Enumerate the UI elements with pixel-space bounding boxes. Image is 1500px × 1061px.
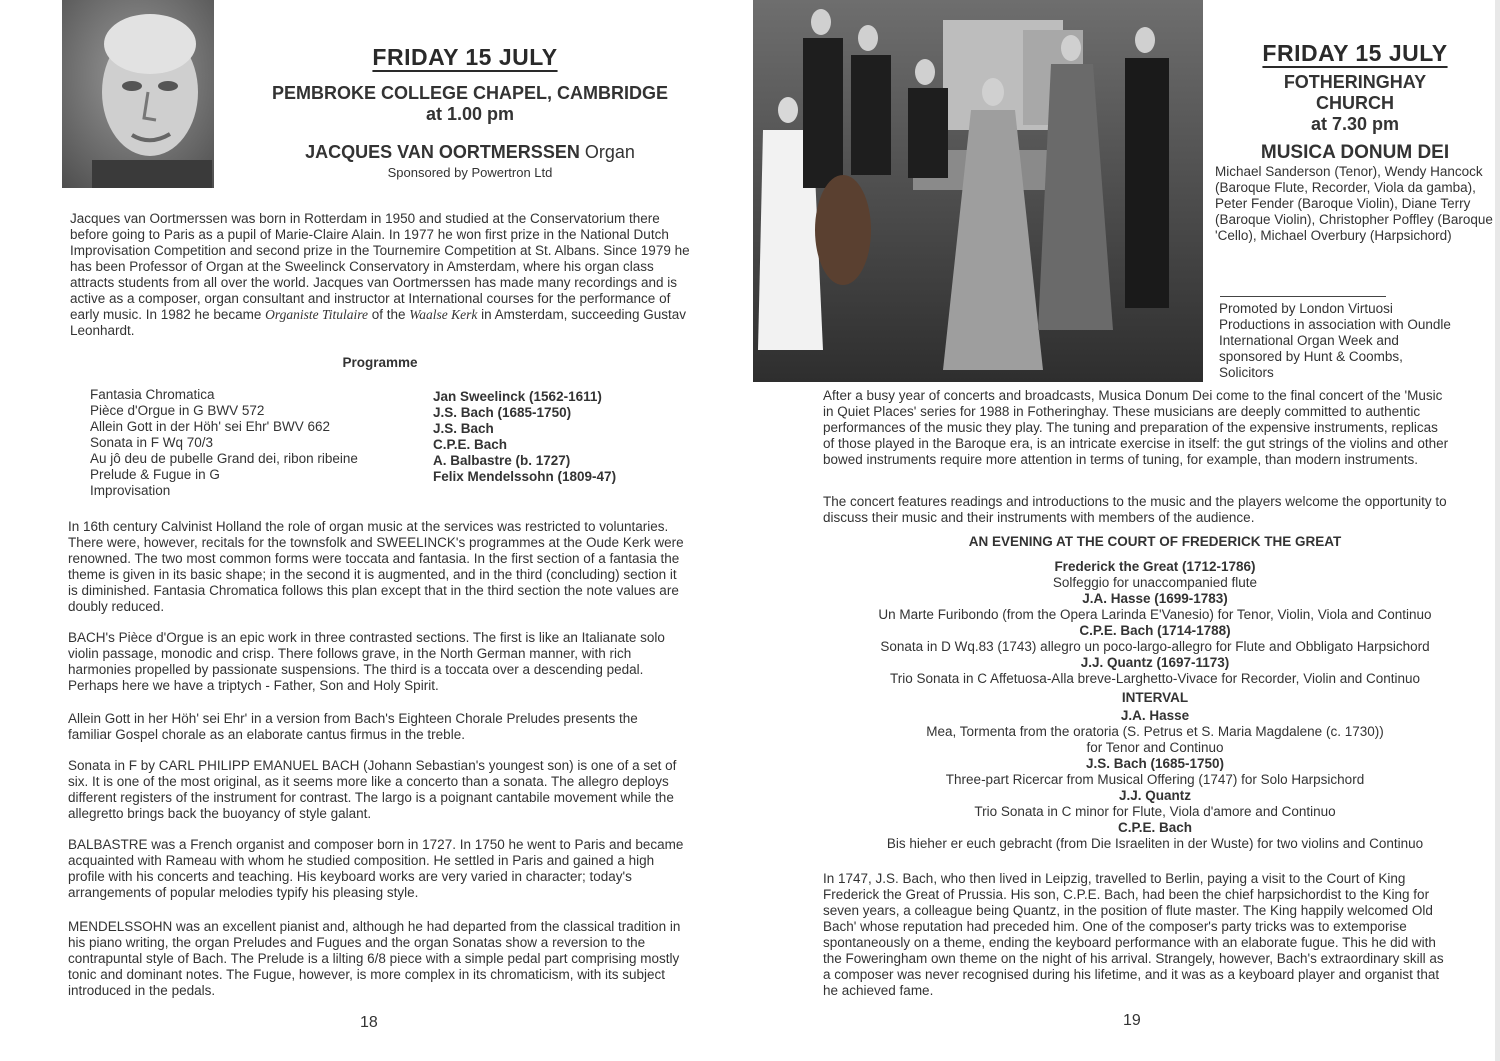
note-paragraph: MENDELSSOHN was an excellent pianist and, although he had departed from the classical tradition in his piano writing, the organ Preludes and Fugues and the organ Sonatas show a reversion to the contrapuntal style of Bach. The Prelude is a lilting 6/8 piece with a simple pedal part comprising mostly tonic and dominant notes. The Fugue, however, is more complex in its chromaticism, with its subject introduced in the pedals.	[68, 919, 681, 998]
page-number-right: 19	[1123, 1012, 1141, 1029]
programme-work: Improvisation	[90, 483, 171, 498]
programme-line: Solfeggio for unaccompanied flute	[1052, 575, 1258, 590]
programme-composer: C.P.E. Bach	[433, 437, 508, 452]
programme-line: Sonata in D Wq.83 (1743) allegro un poco-largo-allegro for Flute and Obbligato Harpsichord	[880, 639, 1430, 654]
interval-heading: INTERVAL	[1121, 690, 1189, 705]
programme-work: Allein Gott in der Höh' sei Ehr' BWV 662	[90, 419, 331, 434]
programme-works	[90, 387, 358, 499]
programme-line: J.J. Quantz (1697-1173)	[1080, 655, 1230, 670]
programme-heading: Programme	[342, 355, 418, 370]
left-title: FRIDAY 15 JULY	[372, 44, 558, 70]
programme-line: Bis hieher er euch gebracht (from Die Israeliten in der Wuste) for two violins and Continuo	[886, 836, 1424, 851]
performer-line: JACQUES VAN OORTMERSSEN Organ	[305, 142, 635, 162]
programme-composer: J.S. Bach (1685-1750)	[433, 405, 572, 420]
programme-line: J.A. Hasse (1699-1783)	[1082, 591, 1228, 606]
evening-heading: AN EVENING AT THE COURT OF FREDERICK THE GREAT	[968, 534, 1342, 549]
programme-line: Trio Sonata in C minor for Flute, Viola d'amore and Continuo	[974, 804, 1336, 819]
programme-line: J.J. Quantz	[1118, 788, 1191, 803]
ensemble-photo	[753, 0, 1203, 382]
note-paragraph: BACH's Pièce d'Orgue is an epic work in three contrasted sections. The first is like an Italianate solo violin passage, monodic and crisp. There follows grave, in the North German manner, with rich harmonies propelled by passionate suspensions. The third is a toccata over a descending pedal. Perhaps here we have a triptych - Father, Son and Holy Spirit.	[68, 630, 665, 693]
promoter-text: Promoted by London Virtuosi Productions in association with Oundle International Organ Week and sponsored by Hunt & Coombs, Solicitors	[1219, 301, 1451, 380]
programme-line: J.S. Bach (1685-1750)	[1085, 756, 1225, 771]
left-sponsor: Sponsored by Powertron Ltd	[387, 165, 553, 180]
programme-work: Fantasia Chromatica	[90, 387, 215, 402]
ensemble-members: Michael Sanderson (Tenor), Wendy Hancock (Baroque Flute, Recorder, Viola da gamba), Peter Fender (Baroque Violin), Diane Terry (Baroque Violin), Christopher Poffley (Baroque 'Cello), Michael Overbury (Harpsichord)	[1215, 164, 1493, 243]
bio-paragraph: Jacques van Oortmerssen was born in Rotterdam in 1950 and studied at the Conservatorium there before going to Paris as a pupil of Marie-Claire Alain. In 1977 he won first prize in the National Dutch Improvisation Competition and second prize in the Tournemire Competition at St. Albans. Since 1979 he has been Professor of Organ at the Sweelinck Conservatory in Amsterdam, where his organ class attracts students from all over the world. Jacques van Oortmerssen has made many recordings and is active as a composer, organ consultant and instructor at International courses for the performance of early music. In 1982 he became Organiste Titulaire of the Waalse Kerk in Amsterdam, succeeding Gustav Leonhardt.	[70, 211, 690, 338]
ensemble-name: MUSICA DONUM DEI	[1260, 142, 1450, 163]
programme-composers	[433, 389, 616, 485]
right-venue: FOTHERINGHAY CHURCH at 7.30 pm	[1283, 72, 1427, 134]
programme-work: Pièce d'Orgue in G BWV 572	[90, 403, 265, 418]
right-page	[750, 0, 1500, 1061]
programme-line: J.A. Hasse	[1120, 708, 1190, 723]
programme-line: Frederick the Great (1712-1786)	[1054, 559, 1256, 574]
note-paragraph: Allein Gott in her Höh' sei Ehr' in a version from Bach's Eighteen Chorale Preludes presents the familiar Gospel chorale as an elaborate cantus firmus in the treble.	[68, 711, 638, 742]
programme-composer: Jan Sweelinck (1562-1611)	[433, 389, 602, 404]
programme-composer: Felix Mendelssohn (1809-47)	[433, 469, 617, 484]
page-edge	[1495, 0, 1500, 1061]
closing-paragraph: In 1747, J.S. Bach, who then lived in Leipzig, travelled to Berlin, paying a visit to the Court of King Frederick the Great of Prussia. His son, C.P.E. Bach, had been the chief harpsichordist to the King for seven years, a colleague being Quantz, in the position of flute master. The King happily welcomed Old Bach' whose reputation had preceded him. One of the composer's party tricks was to extemporise spontaneously on a theme, ending the keyboard performance with an elaborate fugue. This he did with the Foweringham own theme on the night of his arrival. Strangely, however, Bach's extraordinary skill as a composer was never recognised during his lifetime, and it was as a keyboard player and organist that he achieved fame.	[823, 871, 1444, 998]
programme-line: Three-part Ricercar from Musical Offering (1747) for Solo Harpsichord	[945, 772, 1365, 787]
programme-work: Sonata in F Wq 70/3	[90, 435, 214, 450]
programme-work: Prelude & Fugue in G	[90, 467, 220, 482]
note-paragraph: BALBASTRE was a French organist and composer born in 1727. In 1750 he went to Paris and became acquainted with Rameau with whom he studied composition. He settled in Paris and gained a high profile with his concerts and teaching. His keyboard works are very varied in character; today's arrangements of popular melodies typify his pleasing style.	[68, 837, 684, 900]
programme-line: Mea, Tormenta from the oratoria (S. Petrus et S. Maria Magdalene (c. 1730))	[926, 724, 1384, 739]
note-paragraph: Sonata in F by CARL PHILIPP EMANUEL BACH (Johann Sebastian's youngest son) is one of a set of six. It is one of the most original, as it seems more like a concerto than a sonata. The allegro deploys different registers of the instrument for contrast. The largo is a poignant cantabile movement while the allegretto brings back the buoyancy of style galant.	[68, 758, 677, 821]
right-programme	[820, 559, 1490, 852]
programme-line: Trio Sonata in C Affetuosa-Alla breve-Larghetto-Vivace for Recorder, Violin and Continuo	[889, 671, 1421, 686]
intro-paragraph-2: The concert features readings and introductions to the music and the players welcome the opportunity to discuss their music and their instruments with members of the audience.	[823, 494, 1447, 525]
right-title: FRIDAY 15 JULY	[1262, 40, 1448, 66]
programme-composer: A. Balbastre (b. 1727)	[433, 453, 571, 468]
intro-paragraph-1: After a busy year of concerts and broadcasts, Musica Donum Dei come to the final concert of the 'Music in Quiet Places' series for 1988 in Fotheringhay. These musicians are deeply committed to authentic performances of the music they play. The tuning and preparation of the expensive instruments, replicas of those played in the Baroque era, is an intricate exercise in itself: the gut strings of the violins and other bowed instruments require more attention in terms of tuning, for example, than modern instruments.	[823, 388, 1449, 467]
portrait-photo	[62, 0, 214, 188]
programme-work: Au jô deu de pubelle Grand dei, ribon ribeine	[90, 451, 358, 466]
note-paragraph: In 16th century Calvinist Holland the role of organ music at the services was restricted to voluntaries. There were, however, recitals for the townsfolk and SWEELINCK's programmes at the Oude Kerk were renowned. The two most common forms were toccata and fantasia. In the first section of a fantasia the theme is given in its basic shape; in the second it is augmented, and in the third (concluding) section it is diminished. Fantasia Chromatica follows this plan except that in the third section the note values are doubly reduced.	[68, 519, 684, 614]
members-divider	[1220, 296, 1386, 297]
programme-line: Un Marte Furibondo (from the Opera Larinda E'Vanesio) for Tenor, Violin, Viola and Continuo	[878, 607, 1432, 622]
programme-line: C.P.E. Bach	[1117, 820, 1193, 835]
left-venue: PEMBROKE COLLEGE CHAPEL, CAMBRIDGE at 1.00 pm	[271, 83, 669, 124]
page-number-left: 18	[360, 1014, 378, 1031]
programme-line: C.P.E. Bach (1714-1788)	[1079, 623, 1231, 638]
programme-line: for Tenor and Continuo	[1086, 740, 1224, 755]
programme-composer: J.S. Bach	[433, 421, 494, 436]
